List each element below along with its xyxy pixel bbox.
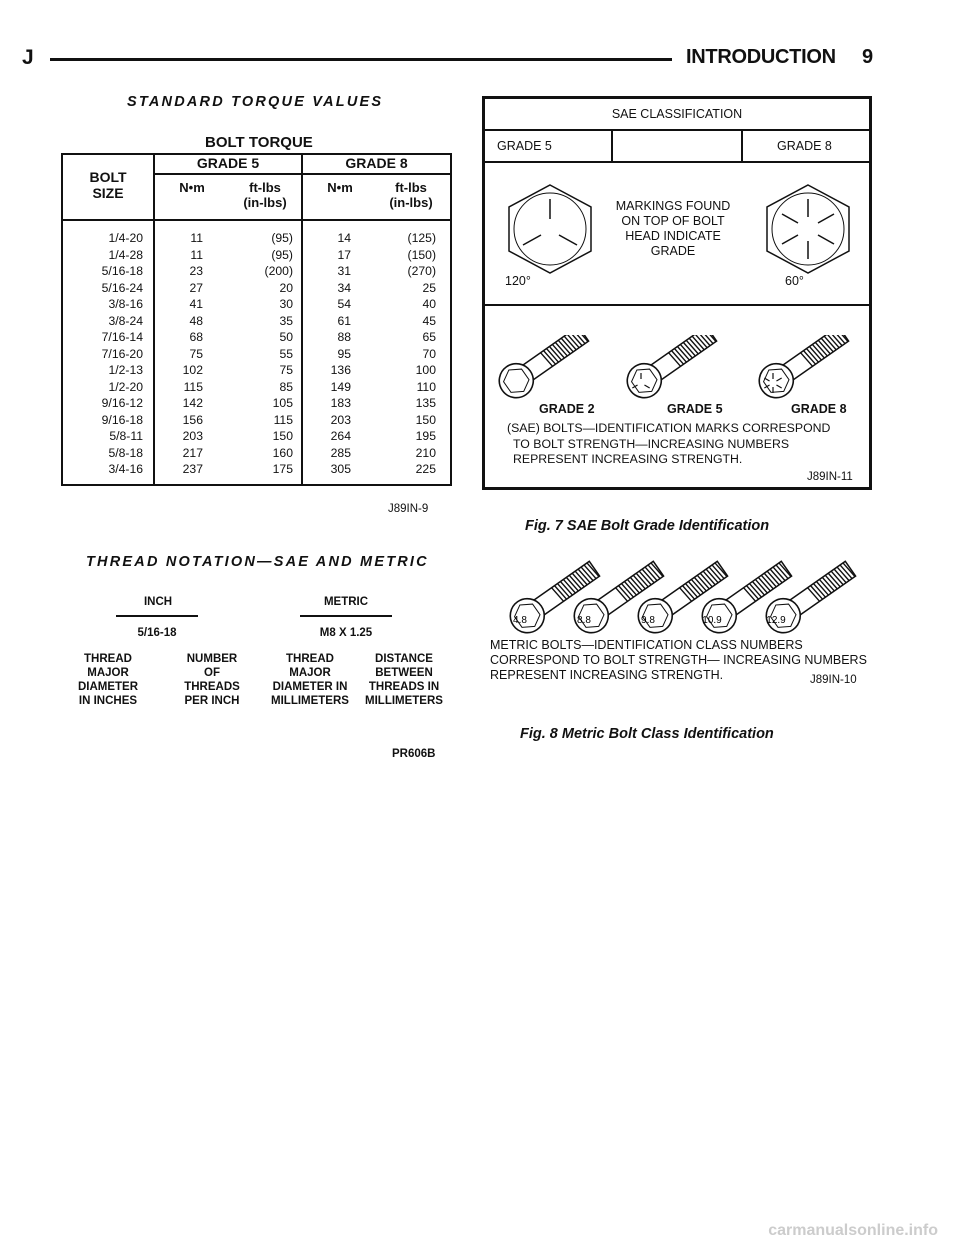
fig8-caption: Fig. 8 Metric Bolt Class Identification bbox=[520, 726, 774, 742]
table-cell: 136 bbox=[330, 363, 351, 377]
sae-note bbox=[507, 421, 830, 468]
label-line: DISTANCE bbox=[375, 653, 433, 665]
table-cell: 54 bbox=[337, 297, 351, 311]
table-cell: 14 bbox=[337, 231, 351, 245]
bolt-icon bbox=[753, 335, 854, 404]
grade5-nm-column bbox=[163, 230, 203, 478]
bolt-class-label: 10.9 bbox=[702, 615, 722, 626]
thread-notation-heading: THREAD NOTATION—SAE AND METRIC bbox=[86, 554, 429, 570]
table-cell: (200) bbox=[264, 264, 293, 278]
table-cell: 105 bbox=[272, 396, 293, 410]
note-line: METRIC BOLTS—IDENTIFICATION CLASS NUMBERS bbox=[490, 638, 803, 652]
bolt-size-header-line: BOLT bbox=[89, 169, 127, 185]
sae-grade-row bbox=[485, 131, 869, 163]
table-cell: 183 bbox=[330, 396, 351, 410]
figure-tag: J89IN-10 bbox=[810, 674, 857, 686]
label-line: ON TOP OF BOLT bbox=[621, 214, 725, 228]
table-cell: 17 bbox=[337, 247, 351, 262]
table-cell: 40 bbox=[422, 297, 436, 311]
table-cell: 264 bbox=[330, 429, 351, 443]
table-cell: 55 bbox=[279, 346, 293, 361]
table-cell: 150 bbox=[415, 412, 436, 427]
table-cell: 23 bbox=[189, 264, 203, 278]
table-cell: 95 bbox=[337, 346, 351, 361]
note-line: REPRESENT INCREASING STRENGTH. bbox=[513, 452, 743, 466]
table-cell: 5/16-18 bbox=[101, 264, 143, 278]
table-cell: 175 bbox=[272, 462, 293, 476]
table-cell: 160 bbox=[272, 445, 293, 460]
label-line: IN INCHES bbox=[78, 695, 138, 707]
table-cell: (95) bbox=[271, 231, 293, 245]
ftlbs-line: ft-lbs bbox=[395, 180, 427, 195]
table-cell: 35 bbox=[279, 313, 293, 328]
table-divider bbox=[153, 155, 155, 484]
table-cell: 210 bbox=[415, 445, 436, 460]
table-cell: 68 bbox=[189, 330, 203, 344]
table-cell: 7/16-20 bbox=[101, 346, 143, 361]
table-cell: 48 bbox=[189, 313, 203, 328]
angle-60-label: 60° bbox=[785, 274, 804, 288]
sae-grade5-cell: GRADE 5 bbox=[485, 131, 613, 161]
markings-note bbox=[603, 199, 743, 259]
table-cell: 61 bbox=[337, 313, 351, 328]
table-cell: 9/16-12 bbox=[101, 396, 143, 410]
table-cell: 203 bbox=[182, 429, 203, 443]
table-cell: 135 bbox=[415, 396, 436, 410]
table-cell: 100 bbox=[415, 363, 436, 377]
fig7-caption: Fig. 7 SAE Bolt Grade Identification bbox=[525, 518, 770, 534]
bolt-size-header bbox=[63, 169, 153, 201]
note-line: CORRESPOND TO BOLT STRENGTH— INCREASING NUMBERS bbox=[490, 653, 867, 667]
table-cell: 150 bbox=[272, 429, 293, 443]
table-cell: 142 bbox=[182, 396, 203, 410]
table-cell: 1/2-13 bbox=[108, 363, 143, 377]
table-cell: 1/4-20 bbox=[108, 231, 143, 245]
table-cell: 11 bbox=[190, 231, 203, 245]
grade5-ftlbs-header bbox=[227, 180, 303, 210]
table-cell: 20 bbox=[279, 280, 293, 295]
label-line: THREAD bbox=[286, 653, 334, 665]
header-section-title: INTRODUCTION bbox=[686, 46, 836, 68]
bolt-label-grade8: GRADE 8 bbox=[791, 402, 847, 416]
table-cell: 110 bbox=[416, 379, 436, 394]
table-cell: 3/8-16 bbox=[108, 297, 143, 311]
bolt-torque-table bbox=[61, 153, 452, 486]
grade5-nm-header: N•m bbox=[179, 180, 205, 195]
bolt-icon bbox=[493, 335, 594, 404]
table-cell: 5/8-18 bbox=[108, 445, 143, 460]
figure-tag: PR606B bbox=[392, 748, 436, 760]
grade8-nm-column bbox=[311, 230, 351, 478]
bolt-class-label: 9.8 bbox=[641, 615, 655, 626]
table-cell: 217 bbox=[182, 445, 203, 460]
table-cell: 285 bbox=[330, 445, 351, 460]
label-line: MILLIMETERS bbox=[365, 695, 443, 707]
label-line: MAJOR bbox=[87, 667, 129, 679]
table-cell: 45 bbox=[422, 313, 436, 328]
inch-major-diameter-label bbox=[56, 652, 160, 708]
inch-underline bbox=[116, 615, 198, 617]
table-cell: 50 bbox=[279, 330, 293, 344]
table-cell: 3/4-16 bbox=[108, 462, 143, 476]
label-line: GRADE bbox=[650, 244, 696, 258]
bolt-torque-caption: BOLT TORQUE bbox=[205, 134, 313, 151]
note-line: REPRESENT INCREASING STRENGTH. bbox=[490, 668, 724, 682]
bolt-size-header-line: SIZE bbox=[92, 185, 124, 201]
angle-120-label: 120° bbox=[505, 274, 531, 288]
table-cell: (150) bbox=[407, 247, 436, 262]
grade8-header: GRADE 8 bbox=[345, 155, 408, 171]
label-line: HEAD INDICATE bbox=[625, 229, 721, 243]
label-line: MARKINGS FOUND bbox=[615, 199, 731, 213]
grade8-ftlbs-header bbox=[371, 180, 451, 210]
sae-grade8-cell: GRADE 8 bbox=[741, 131, 869, 161]
table-cell: 25 bbox=[422, 280, 436, 295]
metric-bolts-svg bbox=[500, 548, 870, 636]
table-cell: 3/8-24 bbox=[108, 313, 143, 328]
sae-bolts-svg bbox=[491, 335, 867, 405]
label-line: NUMBER bbox=[186, 653, 238, 665]
table-cell: 31 bbox=[337, 264, 351, 278]
label-line: MAJOR bbox=[289, 667, 331, 679]
grade8-ftlbs-column bbox=[363, 230, 436, 478]
torque-heading: STANDARD TORQUE VALUES bbox=[127, 94, 384, 110]
label-line: DIAMETER IN bbox=[272, 681, 348, 693]
ftlbs-line: ft-lbs bbox=[249, 180, 281, 195]
label-line: THREADS IN bbox=[368, 681, 440, 693]
figure-tag: J89IN-11 bbox=[807, 471, 853, 483]
label-line: PER INCH bbox=[184, 695, 240, 707]
grade5-head-marking-icon bbox=[505, 183, 595, 275]
label-line: DIAMETER bbox=[77, 681, 139, 693]
label-line: MILLIMETERS bbox=[271, 695, 349, 707]
grade8-head-marking-icon bbox=[763, 183, 853, 275]
table-cell: 75 bbox=[279, 363, 293, 377]
table-cell: 88 bbox=[337, 330, 351, 344]
table-cell: 27 bbox=[189, 280, 203, 295]
sae-title: SAE CLASSIFICATION bbox=[485, 99, 869, 131]
figure-tag: J89IN-9 bbox=[388, 503, 429, 515]
page-number: 9 bbox=[862, 46, 874, 68]
table-cell: 34 bbox=[337, 280, 351, 295]
label-line: BETWEEN bbox=[375, 667, 433, 679]
inlbs-line: (in-lbs) bbox=[389, 195, 433, 210]
sae-divider bbox=[485, 304, 869, 306]
table-cell: 195 bbox=[415, 429, 436, 443]
table-divider bbox=[63, 219, 450, 221]
bolt-size-column bbox=[63, 230, 143, 478]
table-cell: 7/16-14 bbox=[101, 330, 143, 344]
table-cell: (270) bbox=[407, 264, 436, 278]
table-cell: 1/2-20 bbox=[108, 379, 143, 394]
table-cell: 11 bbox=[190, 247, 203, 262]
bolt-icon bbox=[621, 335, 722, 404]
table-cell: 156 bbox=[182, 412, 203, 427]
metric-bolt-illustrations bbox=[500, 548, 870, 636]
label-line: THREADS bbox=[184, 681, 240, 693]
table-cell: 305 bbox=[330, 462, 351, 476]
grade5-header: GRADE 5 bbox=[196, 155, 260, 171]
table-cell: 5/8-11 bbox=[109, 429, 143, 443]
table-cell: 70 bbox=[422, 346, 436, 361]
table-cell: 65 bbox=[422, 330, 436, 344]
label-line: OF bbox=[204, 667, 220, 679]
sae-bolt-illustrations bbox=[491, 335, 867, 405]
metric-label: METRIC bbox=[323, 596, 369, 608]
grade8-nm-header: N•m bbox=[327, 180, 353, 195]
table-cell: 5/16-24 bbox=[101, 280, 143, 295]
table-cell: 1/4-28 bbox=[108, 247, 143, 262]
table-cell: 30 bbox=[279, 297, 293, 311]
bolt-class-label: 12.9 bbox=[766, 615, 786, 626]
bolt-label-grade5: GRADE 5 bbox=[667, 402, 723, 416]
table-cell: 115 bbox=[273, 412, 293, 427]
table-cell: 41 bbox=[189, 297, 203, 311]
grade5-ftlbs-column bbox=[223, 230, 293, 478]
header-letter: J bbox=[22, 46, 34, 69]
sae-classification-figure bbox=[482, 96, 872, 490]
table-cell: (125) bbox=[407, 231, 436, 245]
metric-major-diameter-label bbox=[262, 652, 358, 708]
note-line: TO BOLT STRENGTH—INCREASING NUMBERS bbox=[513, 436, 790, 451]
table-cell: 75 bbox=[189, 346, 203, 361]
table-cell: 237 bbox=[182, 462, 203, 476]
table-cell: 85 bbox=[279, 379, 293, 394]
table-cell: 9/16-18 bbox=[101, 412, 143, 427]
thread-distance-label bbox=[356, 652, 452, 708]
footer-watermark: carmanualsonline.info bbox=[768, 1222, 938, 1239]
bolt-class-label: 8.8 bbox=[577, 615, 591, 626]
inlbs-line: (in-lbs) bbox=[243, 195, 287, 210]
table-cell: 225 bbox=[415, 462, 436, 476]
note-line: (SAE) BOLTS—IDENTIFICATION MARKS CORRESPOND bbox=[507, 421, 831, 435]
table-cell: 115 bbox=[183, 379, 203, 394]
metric-underline bbox=[300, 615, 392, 617]
bolt-class-label: 4.8 bbox=[513, 615, 527, 626]
table-cell: (95) bbox=[271, 247, 293, 262]
table-cell: 102 bbox=[182, 363, 203, 377]
metric-example: M8 X 1.25 bbox=[319, 627, 373, 639]
table-cell: 149 bbox=[330, 379, 351, 394]
inch-example: 5/16-18 bbox=[137, 627, 177, 639]
label-line: THREAD bbox=[84, 653, 132, 665]
table-divider bbox=[153, 173, 450, 175]
threads-per-inch-label bbox=[164, 652, 260, 708]
table-cell: 203 bbox=[330, 412, 351, 427]
bolt-label-grade2: GRADE 2 bbox=[539, 402, 595, 416]
inch-label: INCH bbox=[143, 596, 173, 608]
header-rule bbox=[50, 58, 672, 61]
